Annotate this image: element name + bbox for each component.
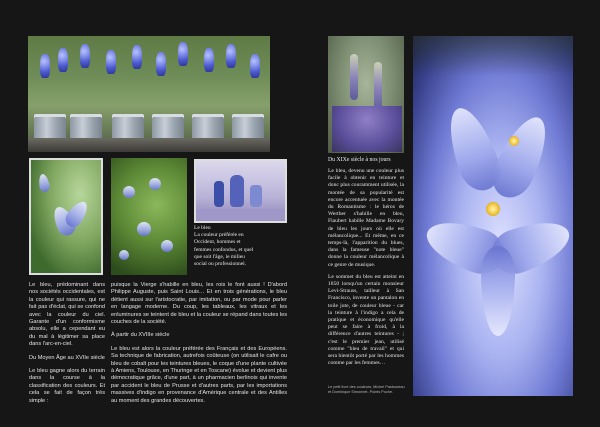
petal: [149, 178, 161, 190]
leaf-shadow: [413, 36, 573, 76]
hyacinth-bloom: [156, 52, 166, 76]
hyacinth-pots-photo: [28, 36, 270, 152]
vase: [214, 181, 224, 207]
caption-title: Le bleu: [194, 225, 211, 231]
caption-line: Occident, hommes et: [194, 239, 241, 246]
grape-hyacinth-photo: [328, 36, 404, 153]
paragraph: Le bleu gagne alors du terrain dans la course à la classification des couleurs. Et cela se fait de façon très simple :: [29, 368, 105, 404]
caption-line: femmes confondus, et quel: [194, 246, 254, 253]
caption-line: social ou professionnel.: [194, 261, 247, 268]
petal: [481, 246, 515, 336]
hyacinth-bloom: [40, 54, 50, 78]
vase: [250, 185, 262, 207]
table-surface: [196, 209, 285, 221]
paragraph: Le sommet du bleu est atteint en 1850 lorsqu'un certain monsieur Levi-Strauss, tailleur à San Francisco, invente un pantalon en toile jute, de couleur bleue - car la teinture à l'indigo a cela de pratique et économique qu'elle peut se faire à froid, à la différence d'autres teintures - ; c'est le premier jean, utilisé comme "bleu de travail" et qui sera bientôt porté par les hommes comme par les femmes…: [328, 273, 404, 367]
petal: [161, 240, 173, 252]
right-column: [328, 157, 404, 372]
photo-caption: [194, 225, 286, 268]
subheading: Du Moyen Âge au XVIIe siècle: [29, 354, 105, 361]
hyacinth-bloom: [204, 48, 214, 72]
left-column-1: [29, 282, 105, 411]
flower-cluster: [332, 106, 402, 152]
paragraph: Le bleu, devenu une couleur plus facile à obtenir en teinture et donc plus couramment utilisée, la montée de sa popularité est encore accentuée avec la montée du Romantisme : le héros de Werther s'habille en bleu, Flaubert habille Madame Bovary de bleu les jours où elle est mélancolique... Et même, en ce temps-là, l'apparition du blues, dans la fameuse "note bleue" donne la couleur mélancolique à ce genre de musique.: [328, 168, 404, 268]
stone-ledge: [28, 138, 270, 152]
petal: [119, 250, 129, 260]
flower-center: [486, 202, 500, 216]
subheading: À partir du XVIIIe siècle: [111, 332, 170, 339]
violet-flowers-photo: [111, 158, 187, 275]
vase: [230, 175, 244, 207]
flower-center: [509, 136, 519, 146]
paragraph: Le bleu est alors la couleur préférée des Français et des Européens. Sa technique de fabrication, autrefois coûteuse (on utilisait le cafre ou bleu de cobalt pour les teintures bleues, le coque d'une plante cultivée à Amiens, Toulouse, en Thuringe et en Toscane) évolue et devient plus démocratique grâce, d'une part, à un pharmacien berlinois qui invente par accident le bleu de Prusse et d'autres parts, par les importations massives d'indigo en provenance d'Amérique centrale et des Antilles au moment des grandes découvertes.: [111, 345, 287, 404]
flower-spike: [350, 54, 358, 100]
caption-line: que soit l'âge, le milieu: [194, 253, 245, 260]
caption-line: La couleur préférée en: [194, 232, 244, 239]
left-column-2: [111, 282, 287, 411]
hyacinth-bloom: [58, 48, 68, 72]
petal: [38, 173, 51, 192]
section-heading: Du XIXe siècle à nos jours: [328, 157, 391, 163]
hyacinth-bloom: [80, 44, 90, 68]
blue-flower-closeup-photo: [29, 158, 103, 275]
scilla-flower-closeup-photo: [413, 36, 573, 396]
paragraph: puisque la Vierge s'habille en bleu, les rois le font aussi ! D'abord Philippe Auguste, puis Saint Louis… Et en trois générations, le bleu détient aussi sur l'aristocratie, par imitation, ou par mode pour parler en langage moderne. Du coup, les tableaux, les vitraux et les enluminures se teintent de bleu et la couleur se répand dans toutes les couches de la société.: [111, 282, 287, 326]
petal: [137, 222, 151, 236]
hyacinth-bloom: [250, 54, 260, 78]
flower-spike: [374, 62, 382, 112]
hyacinth-bloom: [226, 44, 236, 68]
hyacinth-bloom: [106, 50, 116, 74]
source-credit: Le petit livre des couleurs, Michel Pastoureau et Dominique Simonnet, Points Poche.: [328, 385, 405, 394]
hyacinth-bloom: [132, 45, 142, 69]
hyacinth-bloom: [178, 42, 188, 66]
petal: [123, 186, 135, 198]
paragraph: Le bleu, prédominant dans nos sociétés occidentales, est la couleur qui rassure, qui ne fait pas d'éclat, qui se confond avec la couleur du ciel. Garante d'un conformisme absolu, elle a cependant eu du mal à légitimer sa place dans l'arc-en-ciel.: [29, 282, 105, 348]
blue-vases-still-life-photo: [194, 159, 287, 223]
